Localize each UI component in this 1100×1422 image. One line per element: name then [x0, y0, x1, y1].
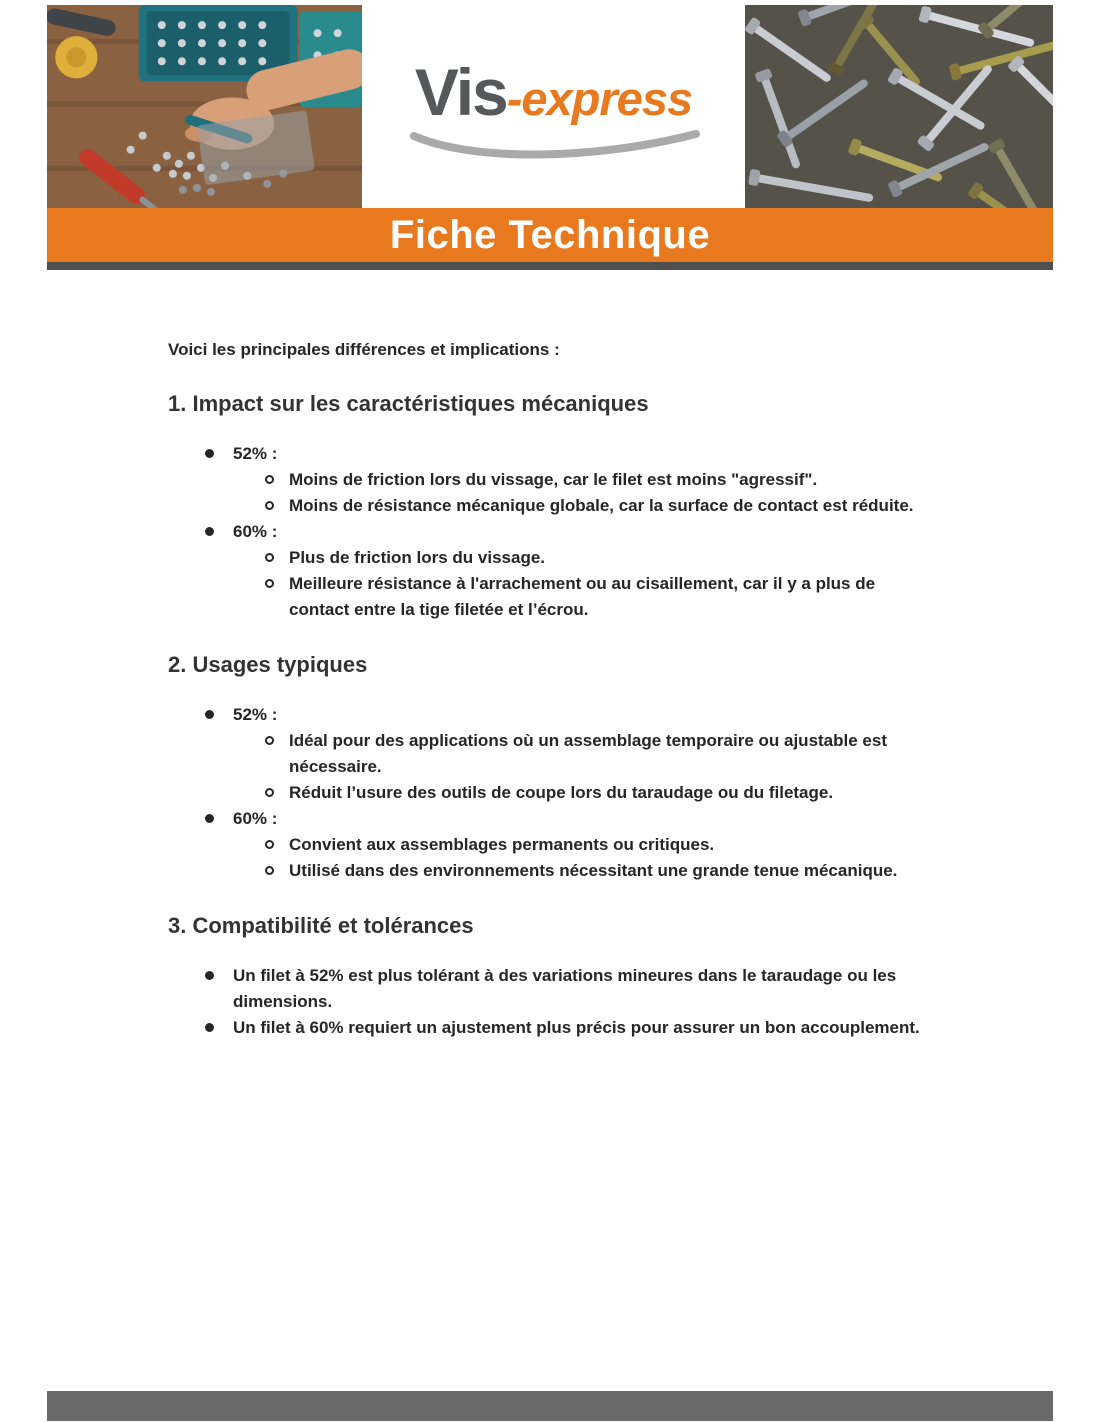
logo-swoosh-icon: [404, 130, 704, 160]
list-item-text: 52% :: [233, 705, 278, 724]
list-item-level2: [168, 832, 935, 858]
bullet-hollow-icon: [265, 866, 274, 875]
intro-paragraph: Voici les principales différences et implications :: [168, 340, 560, 359]
list-item-text: 60% :: [233, 522, 278, 541]
list-item-text: Meilleure résistance à l'arrachement ou au cisaillement, car il y a plus de contact entre la tige filetée et l’écrou.: [289, 574, 876, 619]
list-item-level1: [168, 1015, 935, 1041]
list-item-level2: [168, 571, 935, 623]
banner-title-bar: [47, 208, 1053, 262]
workbench-tools-photo: [47, 5, 362, 208]
bullet-hollow-icon: [265, 553, 274, 562]
bullet-filled-icon: [205, 710, 214, 719]
logo-wordmark: [415, 54, 692, 130]
banner-title: Fiche Technique: [389, 212, 711, 257]
logo-text-express: -express: [506, 71, 693, 125]
list-item-text: Moins de friction lors du vissage, car le filet est moins "agressif".: [289, 470, 818, 489]
header-banner: [47, 0, 1053, 270]
section-title: 2. Usages typiques: [168, 652, 368, 677]
list-item-level1: [168, 963, 935, 1015]
list-item-text: Moins de résistance mécanique globale, car la surface de contact est réduite.: [289, 496, 914, 515]
bullet-filled-icon: [205, 814, 214, 823]
bullet-filled-icon: [205, 1023, 214, 1032]
list-item-text: 52% :: [233, 444, 278, 463]
bullet-hollow-icon: [265, 788, 274, 797]
list-item-level1: [168, 806, 935, 832]
bullet-list: [168, 702, 935, 884]
bullet-hollow-icon: [265, 475, 274, 484]
banner-shadow-strip: [47, 262, 1053, 270]
list-item-level2: [168, 467, 935, 493]
bullet-hollow-icon: [265, 501, 274, 510]
bullet-hollow-icon: [265, 579, 274, 588]
list-item-level2: [168, 545, 935, 571]
list-item-text: 60% :: [233, 809, 278, 828]
list-item-text: Plus de friction lors du vissage.: [289, 548, 546, 567]
logo-text-vis: Vis: [414, 54, 507, 129]
list-item-text: Un filet à 60% requiert un ajustement plus précis pour assurer un bon accouplement.: [233, 1018, 920, 1037]
list-item-level2: [168, 858, 935, 884]
footer-bar: [47, 1391, 1053, 1421]
section-title: 3. Compatibilité et tolérances: [168, 913, 474, 938]
screws-pile-photo: [745, 5, 1053, 208]
list-item-level2: [168, 780, 935, 806]
bullet-list: [168, 963, 935, 1041]
list-item-text: Utilisé dans des environnements nécessitant une grande tenue mécanique.: [289, 861, 898, 880]
list-item-level2: [168, 493, 935, 519]
bullet-filled-icon: [205, 527, 214, 536]
section-title: 1. Impact sur les caractéristiques mécaniques: [168, 391, 649, 416]
list-item-level2: [168, 728, 935, 780]
bullet-filled-icon: [205, 971, 214, 980]
list-item-text: Idéal pour des applications où un assemblage temporaire ou ajustable est nécessaire.: [289, 731, 887, 776]
list-item-level1: [168, 519, 935, 545]
list-item-text: Convient aux assemblages permanents ou critiques.: [289, 835, 715, 854]
document-page: [47, 0, 1053, 1422]
header-photo-strip: [47, 5, 1053, 208]
list-item-level1: [168, 441, 935, 467]
list-item-level1: [168, 702, 935, 728]
list-item-text: Réduit l’usure des outils de coupe lors du taraudage ou du filetage.: [289, 783, 834, 802]
document-body: [47, 270, 1053, 1041]
logo: [362, 5, 745, 208]
bullet-filled-icon: [205, 449, 214, 458]
bullet-hollow-icon: [265, 736, 274, 745]
bullet-hollow-icon: [265, 840, 274, 849]
bullet-list: [168, 441, 935, 623]
list-item-text: Un filet à 52% est plus tolérant à des variations mineures dans le taraudage ou les dimensions.: [233, 966, 897, 1011]
